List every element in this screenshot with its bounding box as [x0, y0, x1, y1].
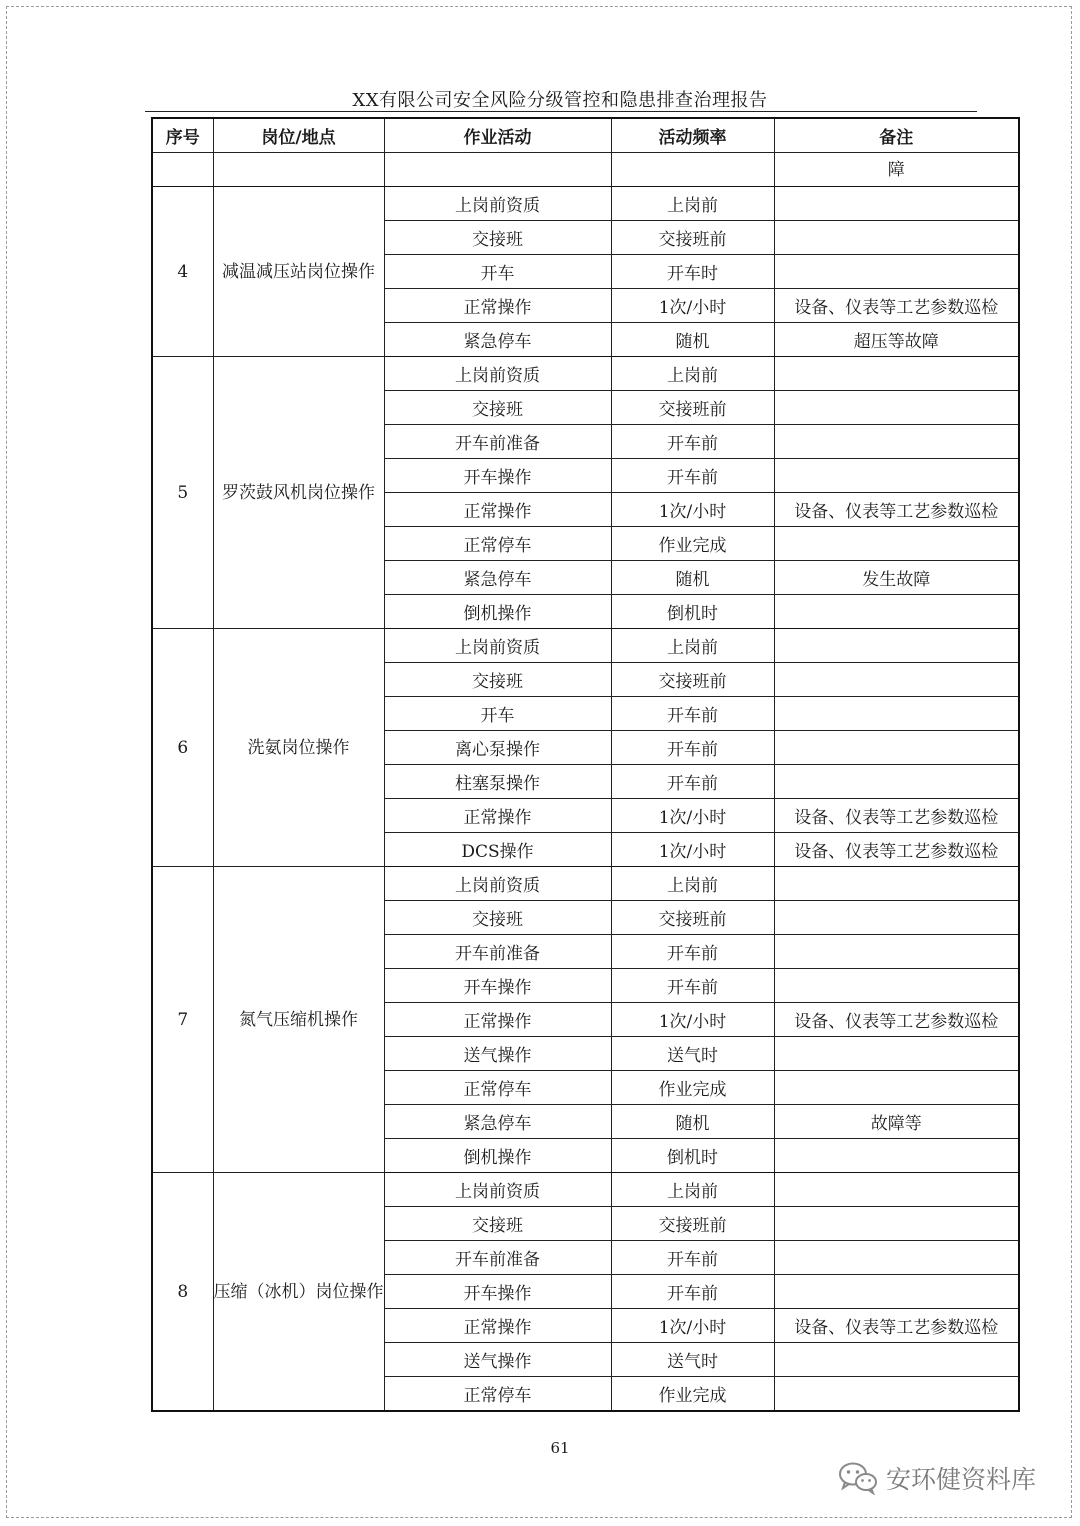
cell-frequency: 随机: [611, 1105, 774, 1139]
cell-activity: 紧急停车: [384, 561, 611, 595]
cell-activity: 开车前准备: [384, 935, 611, 969]
cell-frequency: 作业完成: [611, 1071, 774, 1105]
cell-note: [774, 663, 1019, 697]
cell-activity: [384, 153, 611, 187]
cell-post: [213, 153, 384, 187]
table-row: [152, 867, 1019, 901]
cell-frequency: 上岗前: [611, 629, 774, 663]
cell-note: [774, 1275, 1019, 1309]
cell-activity: 正常操作: [384, 799, 611, 833]
cell-note: [774, 391, 1019, 425]
cell-note: 超压等故障: [774, 323, 1019, 357]
cell-activity: 倒机操作: [384, 595, 611, 629]
cell-activity: 上岗前资质: [384, 357, 611, 391]
cell-frequency: 上岗前: [611, 357, 774, 391]
cell-activity: 正常操作: [384, 289, 611, 323]
cell-activity: 开车前准备: [384, 425, 611, 459]
cell-note: 故障等: [774, 1105, 1019, 1139]
cell-number: 8: [152, 1173, 213, 1412]
cell-note: [774, 867, 1019, 901]
cell-activity: 交接班: [384, 901, 611, 935]
header-frequency: 活动频率: [611, 118, 774, 153]
cell-frequency: 开车前: [611, 731, 774, 765]
cell-frequency: 倒机时: [611, 595, 774, 629]
cell-post: 洗氨岗位操作: [213, 629, 384, 867]
cell-frequency: 交接班前: [611, 663, 774, 697]
cell-activity: 交接班: [384, 221, 611, 255]
cell-note: [774, 221, 1019, 255]
cell-note: [774, 1377, 1019, 1412]
cell-note: [774, 731, 1019, 765]
cell-activity: 交接班: [384, 663, 611, 697]
table-body: [152, 153, 1019, 1412]
cell-note: [774, 1343, 1019, 1377]
watermark: [838, 1458, 1036, 1498]
cell-note: [774, 935, 1019, 969]
cell-frequency: 1次/小时: [611, 289, 774, 323]
cell-note: 发生故障: [774, 561, 1019, 595]
cell-frequency: 作业完成: [611, 527, 774, 561]
cell-number: 7: [152, 867, 213, 1173]
cell-post: 氮气压缩机操作: [213, 867, 384, 1173]
cell-frequency: 交接班前: [611, 391, 774, 425]
cell-frequency: 交接班前: [611, 901, 774, 935]
cell-activity: 送气操作: [384, 1343, 611, 1377]
cell-frequency: 作业完成: [611, 1377, 774, 1412]
cell-frequency: 1次/小时: [611, 1003, 774, 1037]
cell-frequency: 上岗前: [611, 1173, 774, 1207]
table-row: [152, 629, 1019, 663]
header-number: 序号: [152, 118, 213, 153]
cell-frequency: 开车前: [611, 969, 774, 1003]
cell-note: [774, 357, 1019, 391]
cell-frequency: 开车前: [611, 697, 774, 731]
cell-activity: 送气操作: [384, 1037, 611, 1071]
cell-activity: 上岗前资质: [384, 867, 611, 901]
cell-note: 设备、仪表等工艺参数巡检: [774, 1003, 1019, 1037]
cell-frequency: 交接班前: [611, 1207, 774, 1241]
table-header-row: [152, 118, 1019, 153]
table-row: [152, 187, 1019, 221]
cell-note: [774, 1207, 1019, 1241]
cell-frequency: 上岗前: [611, 867, 774, 901]
cell-frequency: 随机: [611, 561, 774, 595]
cell-frequency: 开车前: [611, 425, 774, 459]
cell-note: 设备、仪表等工艺参数巡检: [774, 799, 1019, 833]
cell-frequency: 开车前: [611, 459, 774, 493]
cell-activity: 离心泵操作: [384, 731, 611, 765]
cell-note: [774, 629, 1019, 663]
cell-frequency: 随机: [611, 323, 774, 357]
cell-number: 5: [152, 357, 213, 629]
cell-activity: 正常停车: [384, 527, 611, 561]
table-row: [152, 357, 1019, 391]
cell-note: [774, 255, 1019, 289]
cell-note: 设备、仪表等工艺参数巡检: [774, 493, 1019, 527]
cell-post: 减温减压站岗位操作: [213, 187, 384, 357]
cell-frequency: 开车前: [611, 1241, 774, 1275]
cell-note: [774, 1241, 1019, 1275]
cell-note: [774, 697, 1019, 731]
cell-activity: 正常停车: [384, 1377, 611, 1412]
page-number: 61: [550, 1439, 570, 1457]
cell-number: [152, 153, 213, 187]
cell-frequency: 1次/小时: [611, 833, 774, 867]
continuation-row: [152, 153, 1019, 187]
wechat-icon: [838, 1461, 878, 1495]
cell-activity: 正常操作: [384, 1003, 611, 1037]
cell-activity: 交接班: [384, 1207, 611, 1241]
cell-note: [774, 901, 1019, 935]
cell-note: [774, 187, 1019, 221]
header-rule: [145, 111, 977, 112]
cell-frequency: 1次/小时: [611, 799, 774, 833]
cell-note: [774, 1037, 1019, 1071]
cell-frequency: 交接班前: [611, 221, 774, 255]
cell-frequency: 开车时: [611, 255, 774, 289]
cell-frequency: 开车前: [611, 1275, 774, 1309]
cell-frequency: [611, 153, 774, 187]
cell-frequency: 1次/小时: [611, 493, 774, 527]
cell-note: [774, 969, 1019, 1003]
cell-frequency: 开车前: [611, 765, 774, 799]
cell-frequency: 送气时: [611, 1037, 774, 1071]
watermark-text: 安环健资料库: [886, 1465, 1037, 1494]
cell-note: 障: [774, 153, 1019, 187]
cell-activity: 上岗前资质: [384, 1173, 611, 1207]
cell-activity: 倒机操作: [384, 1139, 611, 1173]
cell-activity: 开车前准备: [384, 1241, 611, 1275]
header-post: 岗位/地点: [213, 118, 384, 153]
cell-number: 4: [152, 187, 213, 357]
cell-activity: 上岗前资质: [384, 629, 611, 663]
cell-note: [774, 527, 1019, 561]
cell-frequency: 1次/小时: [611, 1309, 774, 1343]
cell-note: 设备、仪表等工艺参数巡检: [774, 1309, 1019, 1343]
cell-activity: 柱塞泵操作: [384, 765, 611, 799]
cell-activity: 开车操作: [384, 1275, 611, 1309]
cell-frequency: 开车前: [611, 935, 774, 969]
cell-note: [774, 1139, 1019, 1173]
cell-note: [774, 425, 1019, 459]
cell-activity: 上岗前资质: [384, 187, 611, 221]
cell-number: 6: [152, 629, 213, 867]
cell-activity: 开车操作: [384, 969, 611, 1003]
header-title: XX有限公司安全风险分级管控和隐患排查治理报告: [352, 90, 768, 111]
header-activity: 作业活动: [384, 118, 611, 153]
risk-activity-table: [151, 117, 1020, 1412]
cell-note: [774, 1173, 1019, 1207]
cell-note: 设备、仪表等工艺参数巡检: [774, 289, 1019, 323]
cell-note: [774, 1071, 1019, 1105]
cell-frequency: 送气时: [611, 1343, 774, 1377]
cell-activity: 正常操作: [384, 1309, 611, 1343]
cell-post: 压缩（冰机）岗位操作: [213, 1173, 384, 1412]
cell-note: 设备、仪表等工艺参数巡检: [774, 833, 1019, 867]
table-row: [152, 1173, 1019, 1207]
cell-activity: 开车: [384, 255, 611, 289]
cell-activity: 交接班: [384, 391, 611, 425]
cell-activity: 紧急停车: [384, 1105, 611, 1139]
cell-frequency: 倒机时: [611, 1139, 774, 1173]
header-note: 备注: [774, 118, 1019, 153]
cell-activity: 正常操作: [384, 493, 611, 527]
cell-activity: 开车: [384, 697, 611, 731]
cell-activity: 开车操作: [384, 459, 611, 493]
cell-frequency: 上岗前: [611, 187, 774, 221]
cell-post: 罗茨鼓风机岗位操作: [213, 357, 384, 629]
cell-note: [774, 595, 1019, 629]
cell-note: [774, 459, 1019, 493]
cell-note: [774, 765, 1019, 799]
cell-activity: DCS操作: [384, 833, 611, 867]
cell-activity: 正常停车: [384, 1071, 611, 1105]
cell-activity: 紧急停车: [384, 323, 611, 357]
